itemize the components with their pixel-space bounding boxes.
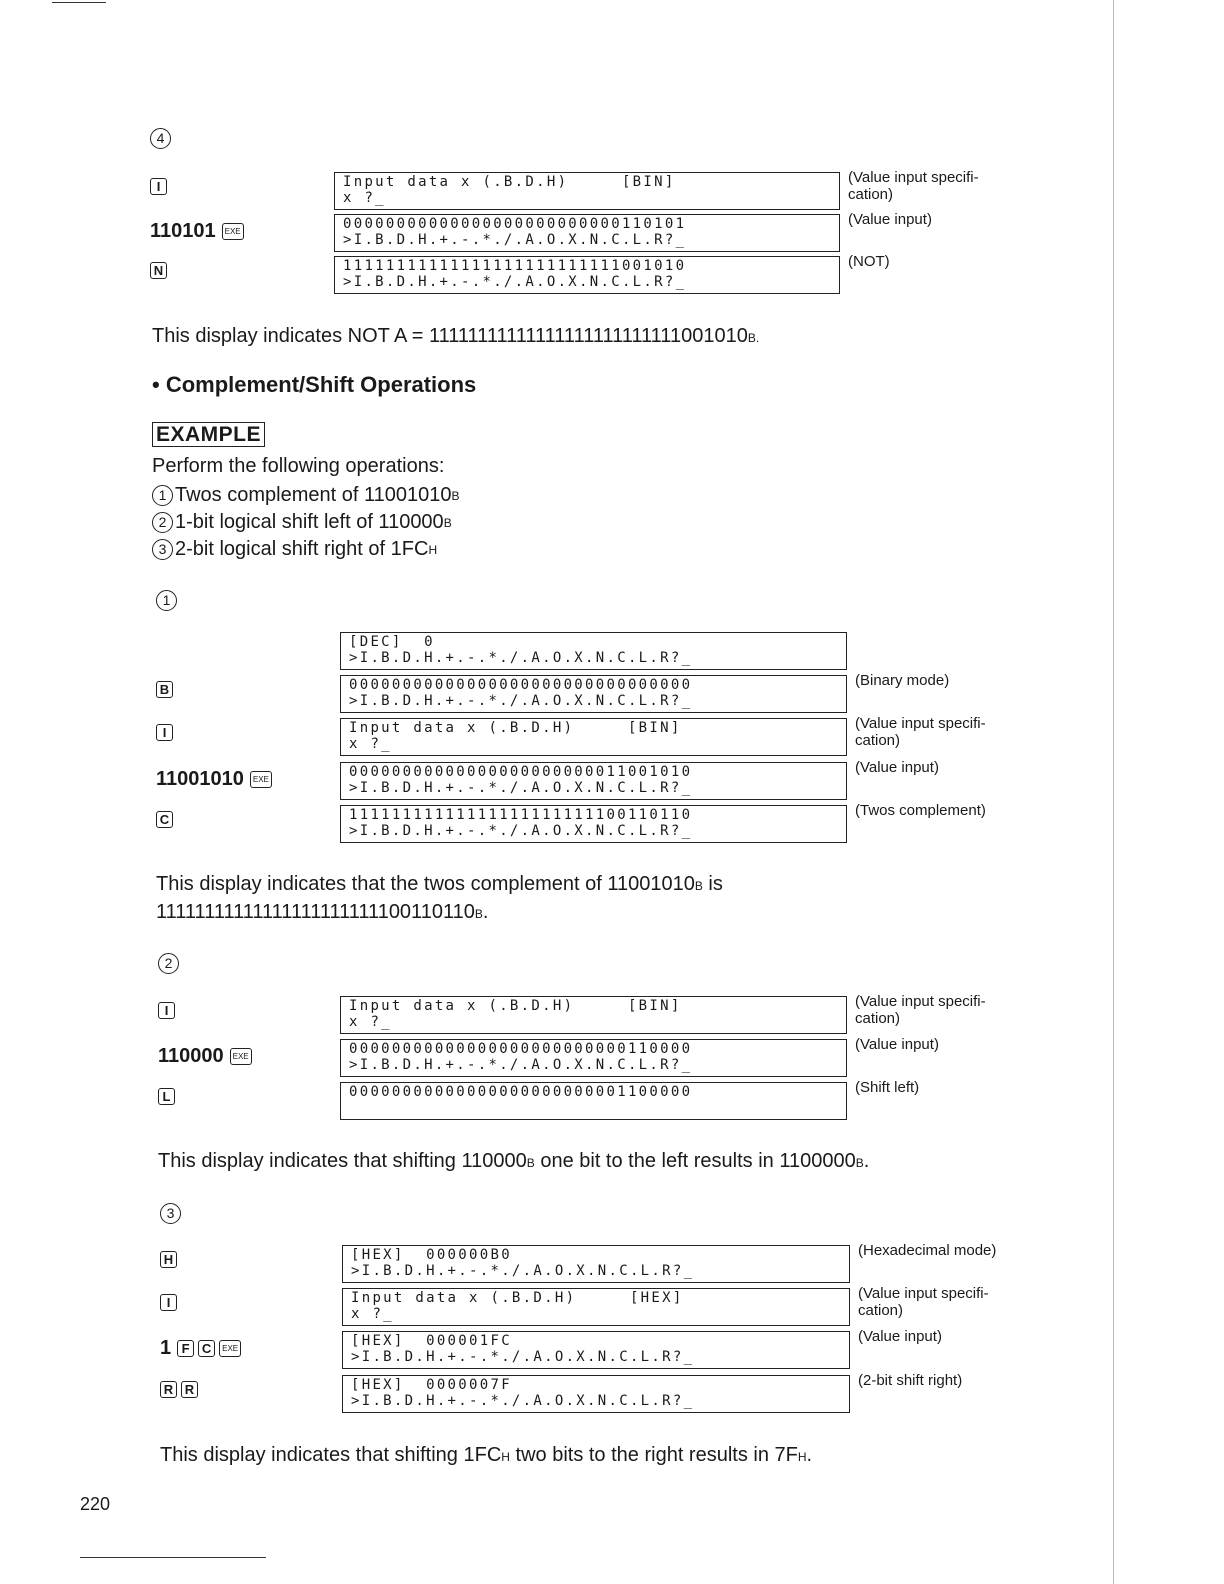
calculator-display <box>334 172 840 210</box>
display-line: x ?_ <box>349 736 392 752</box>
key-sequence <box>160 1381 202 1398</box>
exe-key-icon: EXE <box>219 1340 241 1357</box>
display-annotation: (Value input specifi-cation) <box>855 715 986 749</box>
right-margin-rule <box>1113 0 1114 1584</box>
operation-text: 1-bit logical shift left of 110000 <box>175 511 444 533</box>
exe-key-icon: EXE <box>230 1048 252 1065</box>
display-line: >I.B.D.H.+.-.*./.A.O.X.N.C.L.R?_ <box>351 1393 695 1409</box>
display-line <box>349 1100 840 1116</box>
display-line: 11111111111111111111111100110110 <box>349 807 693 823</box>
display-annotation: (Value input) <box>858 1328 942 1345</box>
calculator-display <box>342 1331 850 1369</box>
key-digits: 110101 <box>150 220 216 242</box>
display-annotation: (NOT) <box>848 253 890 270</box>
calculator-display <box>340 632 847 670</box>
display-annotation: (Value input) <box>855 1036 939 1053</box>
key-sequence <box>156 811 177 828</box>
display-line: >I.B.D.H.+.-.*./.A.O.X.N.C.L.R?_ <box>343 232 687 248</box>
key-sequence <box>150 220 248 243</box>
key-r-icon: R <box>160 1381 177 1398</box>
display-line: [HEX] 000000B0 <box>351 1247 512 1263</box>
display-line: [HEX] 000001FC <box>351 1333 512 1349</box>
calculator-display <box>340 675 847 713</box>
display-line: 00000000000000000000000000110101 <box>343 216 687 232</box>
display-annotation: (Shift left) <box>855 1079 920 1096</box>
shift-right-result: This display indicates that shifting 1FCH two bits to the right results in 7FH. <box>160 1444 813 1466</box>
display-line: >I.B.D.H.+.-.*./.A.O.X.N.C.L.R?_ <box>349 693 693 709</box>
operation-item <box>152 509 459 536</box>
key-digits: 11001010 <box>156 768 244 790</box>
display-annotation: (Value input specifi-cation) <box>855 993 986 1027</box>
key-sequence <box>158 1045 256 1068</box>
display-line: >I.B.D.H.+.-.*./.A.O.X.N.C.L.R?_ <box>351 1263 695 1279</box>
step-marker-4: 4 <box>150 128 171 149</box>
key-b-icon: B <box>156 681 173 698</box>
display-line: 00000000000000000000000001100000 <box>349 1084 693 1100</box>
step-marker-2: 2 <box>158 953 179 974</box>
calculator-display <box>342 1375 850 1413</box>
display-line: 00000000000000000000000000000000 <box>349 677 693 693</box>
display-annotation: (2-bit shift right) <box>858 1372 963 1389</box>
operation-marker: 2 <box>152 512 173 533</box>
example-label: EXAMPLE <box>152 422 265 447</box>
key-c-icon: C <box>198 1340 215 1357</box>
key-sequence <box>150 262 171 279</box>
key-sequence <box>160 1294 181 1311</box>
not-result-text: This display indicates NOT A = 11111111111111111111111111001010B. <box>152 325 760 347</box>
display-annotation: (Value input) <box>855 759 939 776</box>
operation-suffix: B <box>443 515 452 530</box>
key-c-icon: C <box>156 811 173 828</box>
twos-result-line2: 11111111111111111111111100110110B. <box>156 901 489 923</box>
key-sequence <box>158 1002 179 1019</box>
calculator-display <box>340 1039 847 1077</box>
step-marker-1: 1 <box>156 590 177 611</box>
display-line: >I.B.D.H.+.-.*./.A.O.X.N.C.L.R?_ <box>349 823 693 839</box>
display-line: Input data x (.B.D.H) [BIN] <box>349 720 682 736</box>
twos-result-line1: This display indicates that the twos complement of 11001010B is <box>156 873 723 895</box>
calculator-display <box>334 256 840 294</box>
display-line: Input data x (.B.D.H) [BIN] <box>349 998 682 1014</box>
example-box <box>152 423 265 447</box>
key-digits: 1 <box>160 1337 172 1359</box>
operation-marker: 1 <box>152 485 173 506</box>
calculator-display <box>340 805 847 843</box>
key-sequence <box>150 178 171 195</box>
intro-text: Perform the following operations: <box>152 455 445 477</box>
operation-text: Twos complement of 11001010 <box>175 484 452 506</box>
shift-left-result: This display indicates that shifting 110000B one bit to the left results in 1100000B. <box>158 1150 870 1172</box>
display-annotation: (Hexadecimal mode) <box>858 1242 997 1259</box>
calculator-display <box>342 1245 850 1283</box>
calculator-display <box>340 718 847 756</box>
display-line: >I.B.D.H.+.-.*./.A.O.X.N.C.L.R?_ <box>349 650 693 666</box>
calculator-display <box>334 214 840 252</box>
display-line: [HEX] 0000007F <box>351 1377 512 1393</box>
key-r-icon: R <box>181 1381 198 1398</box>
key-f-icon: F <box>177 1340 194 1357</box>
page-number: 220 <box>80 1494 111 1514</box>
display-annotation: (Value input specifi-cation) <box>848 169 979 203</box>
display-line: 11111111111111111111111111001010 <box>343 258 687 274</box>
operation-text: 2-bit logical shift right of 1FC <box>175 538 429 560</box>
display-line: [DEC] 0 <box>349 634 435 650</box>
key-h-icon: H <box>160 1251 177 1268</box>
section-heading: • Complement/Shift Operations <box>152 372 477 397</box>
display-annotation: (Binary mode) <box>855 672 950 689</box>
calculator-display <box>340 996 847 1034</box>
operation-suffix: H <box>428 542 438 557</box>
key-sequence <box>160 1251 181 1268</box>
key-i-icon: I <box>158 1002 175 1019</box>
display-line: x ?_ <box>343 190 386 206</box>
display-line: x ?_ <box>349 1014 392 1030</box>
key-digits: 110000 <box>158 1045 224 1067</box>
bottom-rule <box>80 1557 266 1558</box>
operations-list <box>152 482 459 563</box>
display-line: x ?_ <box>351 1306 394 1322</box>
calculator-display <box>340 1082 847 1120</box>
operation-item <box>152 482 459 509</box>
exe-key-icon: EXE <box>250 771 272 788</box>
display-annotation: (Value input specifi-cation) <box>858 1285 989 1319</box>
display-annotation: (Twos complement) <box>855 802 986 819</box>
operation-marker: 3 <box>152 539 173 560</box>
key-sequence <box>156 724 177 741</box>
display-line: >I.B.D.H.+.-.*./.A.O.X.N.C.L.R?_ <box>349 780 693 796</box>
key-i-icon: I <box>156 724 173 741</box>
key-i-icon: I <box>160 1294 177 1311</box>
step-marker-3: 3 <box>160 1203 181 1224</box>
calculator-display <box>340 762 847 800</box>
top-rule <box>52 2 106 3</box>
display-line: >I.B.D.H.+.-.*./.A.O.X.N.C.L.R?_ <box>351 1349 695 1365</box>
key-n-icon: N <box>150 262 167 279</box>
key-sequence <box>160 1337 245 1360</box>
display-annotation: (Value input) <box>848 211 932 228</box>
key-sequence <box>158 1088 179 1105</box>
display-line: Input data x (.B.D.H) [HEX] <box>351 1290 684 1306</box>
operation-suffix: B <box>451 488 460 503</box>
display-line: >I.B.D.H.+.-.*./.A.O.X.N.C.L.R?_ <box>343 274 687 290</box>
calculator-display <box>342 1288 850 1326</box>
display-line: 00000000000000000000000000110000 <box>349 1041 693 1057</box>
display-line: >I.B.D.H.+.-.*./.A.O.X.N.C.L.R?_ <box>349 1057 693 1073</box>
display-line: 00000000000000000000000011001010 <box>349 764 693 780</box>
exe-key-icon: EXE <box>222 223 244 240</box>
operation-item <box>152 536 459 563</box>
display-line: Input data x (.B.D.H) [BIN] <box>343 174 676 190</box>
key-sequence <box>156 681 177 698</box>
key-l-icon: L <box>158 1088 175 1105</box>
key-sequence <box>156 768 276 791</box>
key-i-icon: I <box>150 178 167 195</box>
